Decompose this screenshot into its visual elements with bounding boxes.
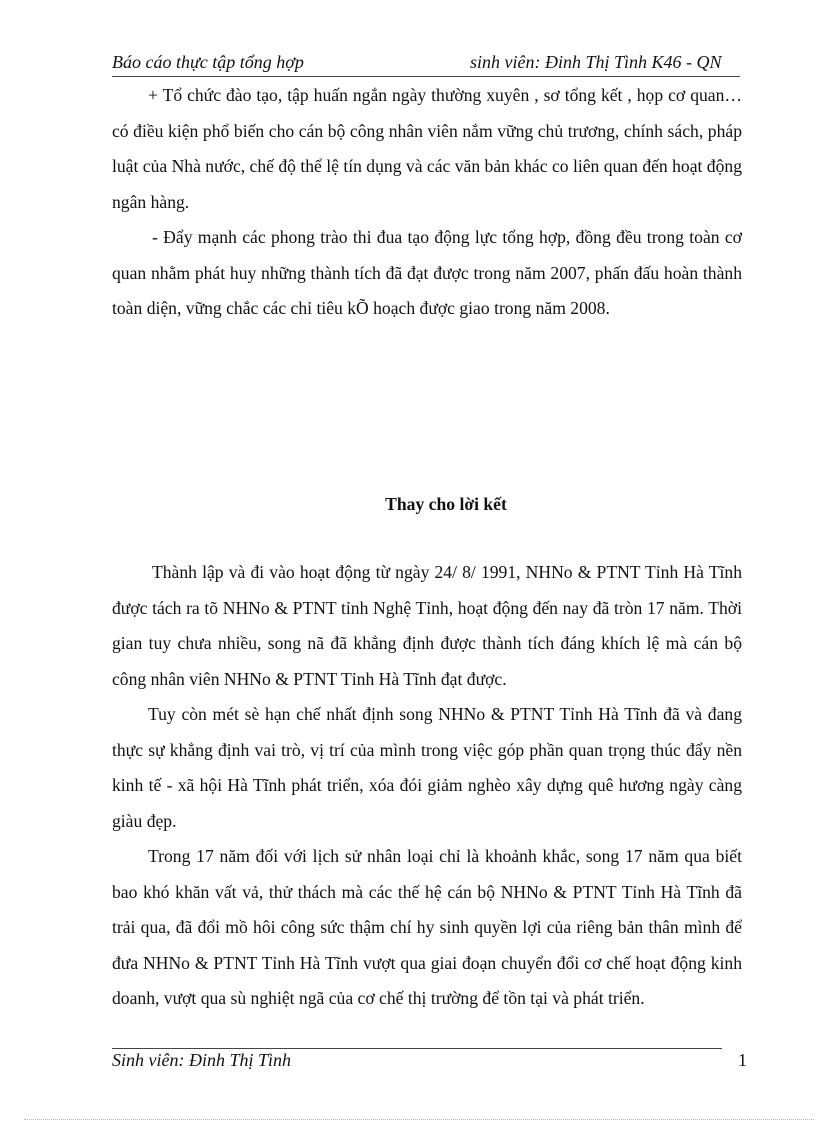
header-report-title: Báo cáo thực tập tổng hợp [112, 52, 304, 72]
page-bottom-edge [24, 1119, 814, 1120]
page-number: 1 [738, 1050, 747, 1070]
page-header [112, 52, 740, 76]
footer-student-name: Sinh viên: Đinh Thị Tình [112, 1050, 291, 1070]
footer-divider [112, 1048, 722, 1049]
header-student-info: sinh viên: Đinh Thị Tình K46 - QN [470, 52, 722, 72]
paragraph-history: Trong 17 năm đối với lịch sử nhân loại chỉ là khoảnh khắc, song 17 năm qua biết bao khó khăn vất vả, thử thách mà các thế hệ cán bộ NHNo & PTNT Tỉnh Hà Tĩnh đã trải qua, đã đổi mồ hôi công sức thậm chí hy sinh quyền lợi của riêng bản thân mình để đưa NHNo & PTNT Tỉnh Hà Tĩnh vượt qua giai đoạn chuyển đổi cơ chế hoạt động kinh doanh, vượt qua sù nghiệt ngã của cơ chế thị trường để tồn tại và phát triển. [112, 846, 742, 1008]
section-1-body [112, 78, 742, 327]
paragraph-emulation: - Đẩy mạnh các phong trào thi đua tạo động lực tổng hợp, đồng đều trong toàn cơ quan nhằm phát huy những thành tích đã đạt được trong năm 2007, phấn đấu hoàn thành toàn diện, vững chắc các chỉ tiêu kÕ hoạch được giao trong năm 2008. [112, 227, 742, 318]
paragraph-role: Tuy còn mét sè hạn chế nhất định song NHNo & PTNT Tỉnh Hà Tĩnh đã và đang thực sự khẳng định vai trò, vị trí của mình trong việc góp phần quan trọng thúc đẩy nền kinh tế - xã hội Hà Tĩnh phát triển, xóa đói giảm nghèo xây dựng quê hương ngày càng giàu đẹp. [112, 704, 742, 831]
header-divider [112, 76, 740, 77]
section-title: Thay cho lời kết [385, 494, 507, 514]
paragraph-founding: Thành lập và đi vào hoạt động từ ngày 24/ 8/ 1991, NHNo & PTNT Tỉnh Hà Tĩnh được tách ra tõ NHNo & PTNT tỉnh Nghệ Tỉnh, hoạt động đến nay đã tròn 17 năm. Thời gian tuy chưa nhiều, song nã đã khẳng định được thành tích đáng khích lệ mà cán bộ công nhân viên NHNo & PTNT Tỉnh Hà Tĩnh đạt được. [112, 562, 742, 689]
paragraph-training: + Tổ chức đào tạo, tập huấn ngắn ngày thường xuyên , sơ tổng kết , họp cơ quan… có điều kiện phổ biến cho cán bộ công nhân viên nắm vững chủ trương, chính sách, pháp luật của Nhà nước, chế độ thể lệ tín dụng và các văn bản khác co liên quan đến hoạt động ngân hàng. [112, 85, 742, 212]
section-2-body [112, 555, 742, 1017]
